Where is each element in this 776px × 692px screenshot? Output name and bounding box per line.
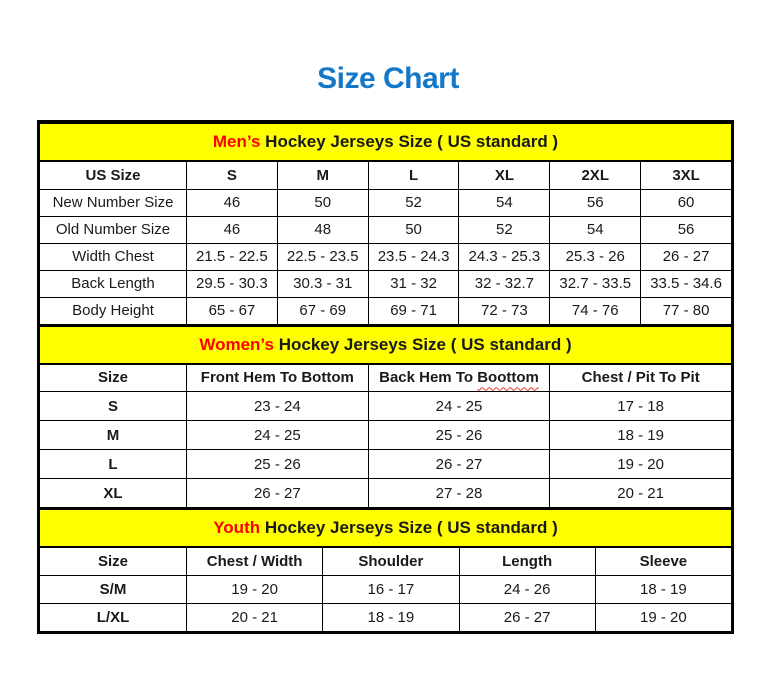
youth-section-header-row — [40, 509, 732, 547]
size-value-cell: 18 - 19 — [595, 575, 731, 603]
womens-title-rest: Hockey Jerseys Size ( US standard ) — [278, 334, 572, 354]
youth-col-header-sleeve: Sleeve — [595, 547, 731, 575]
size-value-cell: 74 - 76 — [550, 297, 641, 324]
size-chart-tables — [37, 120, 734, 634]
size-value-cell: 16 - 17 — [323, 575, 459, 603]
size-value-cell: 50 — [368, 216, 459, 243]
size-value-cell: 24 - 26 — [459, 575, 595, 603]
table-row — [40, 479, 732, 508]
mens-col-header-m: M — [277, 161, 368, 189]
mens-table — [39, 122, 732, 325]
youth-table — [39, 508, 732, 632]
size-value-cell: 46 — [187, 216, 278, 243]
womens-section-header-row — [40, 326, 732, 364]
size-value-cell: 21.5 - 22.5 — [187, 243, 278, 270]
table-row — [40, 297, 732, 324]
row-label: New Number Size — [40, 189, 187, 216]
size-value-cell: 24 - 25 — [187, 421, 369, 450]
row-label: M — [40, 421, 187, 450]
mens-col-header-us-size: US Size — [40, 161, 187, 189]
size-value-cell: 46 — [187, 189, 278, 216]
size-value-cell: 19 - 20 — [595, 603, 731, 631]
size-value-cell: 48 — [277, 216, 368, 243]
back-hem-misspelled-word: Boottom — [477, 369, 539, 387]
back-hem-prefix: Back Hem To — [379, 369, 474, 387]
table-row — [40, 189, 732, 216]
youth-section-title — [40, 509, 732, 547]
size-value-cell: 20 - 21 — [550, 479, 732, 508]
table-row — [40, 243, 732, 270]
table-row — [40, 575, 732, 603]
size-value-cell: 69 - 71 — [368, 297, 459, 324]
row-label: S/M — [40, 575, 187, 603]
size-value-cell: 24.3 - 25.3 — [459, 243, 550, 270]
size-value-cell: 67 - 69 — [277, 297, 368, 324]
table-row — [40, 421, 732, 450]
mens-col-header-s: S — [187, 161, 278, 189]
size-value-cell: 54 — [459, 189, 550, 216]
size-value-cell: 72 - 73 — [459, 297, 550, 324]
size-value-cell: 25 - 26 — [187, 450, 369, 479]
mens-col-header-2xl: 2XL — [550, 161, 641, 189]
womens-title-highlight: Women’s — [199, 334, 274, 354]
table-row — [40, 270, 732, 297]
size-value-cell: 22.5 - 23.5 — [277, 243, 368, 270]
size-value-cell: 52 — [368, 189, 459, 216]
youth-title-rest: Hockey Jerseys Size ( US standard ) — [264, 518, 558, 537]
size-value-cell: 24 - 25 — [368, 392, 550, 421]
row-label: XL — [40, 479, 187, 508]
youth-col-header-chest-width: Chest / Width — [187, 547, 323, 575]
youth-col-header-length: Length — [459, 547, 595, 575]
size-value-cell: 26 - 27 — [187, 479, 369, 508]
youth-header-row — [40, 547, 732, 575]
size-value-cell: 33.5 - 34.6 — [641, 270, 732, 297]
size-value-cell: 19 - 20 — [550, 450, 732, 479]
table-row — [40, 603, 732, 631]
size-value-cell: 29.5 - 30.3 — [187, 270, 278, 297]
womens-header-row — [40, 364, 732, 392]
size-value-cell: 50 — [277, 189, 368, 216]
womens-col-header-back-hem — [368, 364, 550, 392]
mens-col-header-xl: XL — [459, 161, 550, 189]
size-value-cell: 56 — [550, 189, 641, 216]
size-value-cell: 20 - 21 — [187, 603, 323, 631]
size-value-cell: 60 — [641, 189, 732, 216]
size-value-cell: 56 — [641, 216, 732, 243]
row-label: L — [40, 450, 187, 479]
size-value-cell: 18 - 19 — [550, 421, 732, 450]
row-label: Back Length — [40, 270, 187, 297]
womens-col-header-front-hem: Front Hem To Bottom — [187, 364, 369, 392]
size-value-cell: 26 - 27 — [641, 243, 732, 270]
size-value-cell: 25.3 - 26 — [550, 243, 641, 270]
row-label: Body Height — [40, 297, 187, 324]
size-value-cell: 23.5 - 24.3 — [368, 243, 459, 270]
youth-title-highlight: Youth — [213, 518, 261, 537]
size-value-cell: 26 - 27 — [459, 603, 595, 631]
size-value-cell: 32 - 32.7 — [459, 270, 550, 297]
womens-section-title — [40, 326, 732, 364]
row-label: Old Number Size — [40, 216, 187, 243]
mens-header-row — [40, 161, 732, 189]
mens-col-header-3xl: 3XL — [641, 161, 732, 189]
size-value-cell: 77 - 80 — [641, 297, 732, 324]
youth-col-header-size: Size — [40, 547, 187, 575]
size-value-cell: 17 - 18 — [550, 392, 732, 421]
table-row — [40, 216, 732, 243]
row-label: S — [40, 392, 187, 421]
youth-col-header-shoulder: Shoulder — [323, 547, 459, 575]
mens-col-header-l: L — [368, 161, 459, 189]
size-value-cell: 26 - 27 — [368, 450, 550, 479]
size-value-cell: 18 - 19 — [323, 603, 459, 631]
size-value-cell: 31 - 32 — [368, 270, 459, 297]
row-label: Width Chest — [40, 243, 187, 270]
size-value-cell: 25 - 26 — [368, 421, 550, 450]
page-title: Size Chart — [317, 62, 459, 95]
size-value-cell: 54 — [550, 216, 641, 243]
mens-section-title — [40, 123, 732, 161]
row-label: L/XL — [40, 603, 187, 631]
size-value-cell: 19 - 20 — [187, 575, 323, 603]
size-value-cell: 65 - 67 — [187, 297, 278, 324]
size-value-cell: 27 - 28 — [368, 479, 550, 508]
mens-title-rest: Hockey Jerseys Size ( US standard ) — [265, 132, 559, 151]
size-value-cell: 23 - 24 — [187, 392, 369, 421]
size-value-cell: 32.7 - 33.5 — [550, 270, 641, 297]
size-value-cell: 30.3 - 31 — [277, 270, 368, 297]
table-row — [40, 392, 732, 421]
womens-col-header-chest: Chest / Pit To Pit — [550, 364, 732, 392]
size-value-cell: 52 — [459, 216, 550, 243]
womens-col-header-size: Size — [40, 364, 187, 392]
womens-table — [39, 325, 732, 509]
table-row — [40, 450, 732, 479]
mens-title-highlight: Men’s — [212, 132, 261, 151]
mens-section-header-row — [40, 123, 732, 161]
